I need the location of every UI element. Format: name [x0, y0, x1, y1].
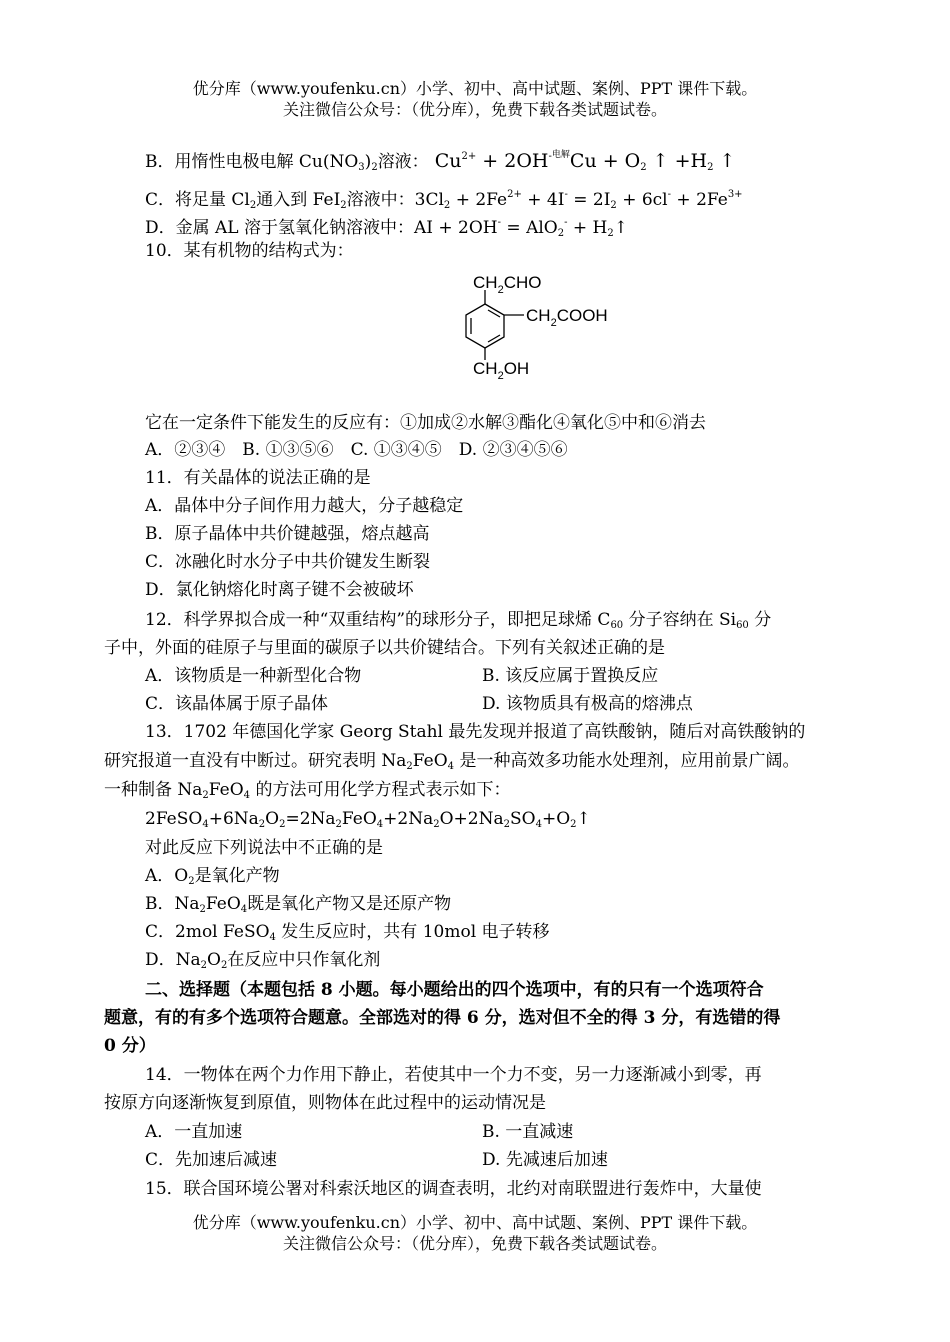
q14-stem-1: 14．一物体在两个力作用下静止，若使其中一个力不变，另一力逐渐减小到零，再 — [145, 1065, 762, 1085]
q13-option-d: D．$Na_2O_2$在反应中只作氧化剂 — [145, 950, 381, 971]
q10-stem: 10．某有机物的结构式为： — [145, 241, 354, 261]
q13-stem-2: 研究报道一直没有中断过。研究表明 $Na_2FeO_4$ 是一种高效多功能水处理剂，应用前景广阔。 — [104, 751, 800, 772]
header-line-2: 关注微信公众号：（优分库），免费下载各类试题试卷。 — [282, 100, 667, 119]
q9-option-c: C．将足量 $Cl_2$通入到 FeI$_2$溶液中：$3Cl_2 + 2Fe^{2+} + 4I^- = 2I_2 + 6cl^- + 2Fe^{3+}$ — [145, 189, 743, 211]
q9-option-d: D．金属 AL 溶于氢氧化钠溶液中：AI + $2OH^- = AlO_2^- + H_2↑$ — [145, 217, 628, 239]
section2-line-1: 二、选择题（本题包括 8 小题。每小题给出的四个选项中，有的只有一个选项符合 — [145, 980, 764, 1000]
q14-option-a: A．一直加速 — [145, 1122, 243, 1142]
q9-option-b: B．用惰性电极电解 $Cu(NO_3)_2$溶液： $Cu^{2+} + 2OH^{-电解}Cu + O_2$ ↑ $+H_2$ ↑ — [145, 150, 736, 173]
q13-ask: 对此反应下列说法中不正确的是 — [145, 838, 383, 858]
q12-stem-2: 子中，外面的硅原子与里面的碳原子以共价键结合。下列有关叙述正确的是 — [104, 638, 665, 658]
footer-line-1: 优分库（www.youfenku.cn）小学、初中、高中试题、案例、PPT 课件下载。 — [192, 1213, 758, 1232]
section2-line-2: 题意，有的有多个选项符合题意。全部选对的得 6 分，选对但不全的得 3 分，有选错的得 — [104, 1008, 781, 1028]
q11-stem: 11．有关晶体的说法正确的是 — [145, 468, 371, 488]
q14-option-d: D. 先减速后加速 — [482, 1150, 608, 1170]
q12-option-c: C．该晶体属于原子晶体 — [145, 694, 329, 714]
section2-line-3: 0 分） — [104, 1036, 156, 1056]
q13-stem-1: 13．1702 年德国化学家 Georg Stahl 最先发现并报道了高铁酸钠，随后对高铁酸钠的 — [145, 722, 806, 742]
q13-option-c: C．2mol FeSO$_4$ 发生反应时，共有 10mol 电子转移 — [145, 922, 550, 943]
footer-line-2: 关注微信公众号：（优分库），免费下载各类试题试卷。 — [282, 1234, 667, 1253]
q10-options: A．②③④ B. ①③⑤⑥ C. ①③④⑤ D. ②③④⑤⑥ — [145, 440, 568, 460]
q15-stem-1: 15．联合国环境公署对科索沃地区的调查表明，北约对南联盟进行轰炸中，大量使 — [145, 1179, 762, 1199]
q13-stem-3: 一种制备 $Na_2FeO_4$ 的方法可用化学方程式表示如下： — [104, 780, 511, 801]
q12-stem-1: 12．科学界拟合成一种“双重结构”的球形分子，即把足球烯 $C_{60}$ 分子容纳在 $Si_{60}$ 分 — [145, 610, 772, 631]
q10-reactions: 它在一定条件下能发生的反应有：①加成②水解③酯化④氧化⑤中和⑥消去 — [145, 413, 706, 433]
q12-option-d: D. 该物质具有极高的熔沸点 — [482, 694, 693, 714]
q13-option-a: A．$O_2$是氧化产物 — [145, 866, 280, 887]
q13-option-b: B．$Na_2FeO_4$既是氧化产物又是还原产物 — [145, 894, 452, 915]
q11-option-c: C．冰融化时水分子中共价键发生断裂 — [145, 552, 431, 572]
q14-option-c: C．先加速后减速 — [145, 1150, 278, 1170]
q14-option-b: B. 一直减速 — [482, 1122, 574, 1142]
header-line-1: 优分库（www.youfenku.cn）小学、初中、高中试题、案例、PPT 课件下载。 — [192, 79, 758, 98]
benzene-ring — [466, 290, 524, 360]
q11-option-b: B．原子晶体中共价键越强，熔点越高 — [145, 524, 430, 544]
q12-option-b: B. 该反应属于置换反应 — [482, 666, 659, 686]
q11-option-a: A．晶体中分子间作用力越大，分子越稳定 — [145, 496, 464, 516]
substituent-right: $CH_2COOH$ — [526, 306, 608, 329]
q12-option-a: A．该物质是一种新型化合物 — [145, 666, 362, 686]
q10-structure-diagram — [440, 268, 640, 388]
q13-equation: $2FeSO_4+6Na_2O_2=2Na_2FeO_4+2Na_2O+2Na_2SO_4+O_2↑$ — [145, 809, 591, 830]
q14-stem-2: 按原方向逐渐恢复到原值，则物体在此过程中的运动情况是 — [104, 1093, 546, 1113]
substituent-top: $CH_2CHO$ — [473, 273, 542, 296]
q11-option-d: D．氯化钠熔化时离子键不会被破坏 — [145, 580, 414, 600]
substituent-bottom: $CH_2OH$ — [473, 359, 530, 382]
